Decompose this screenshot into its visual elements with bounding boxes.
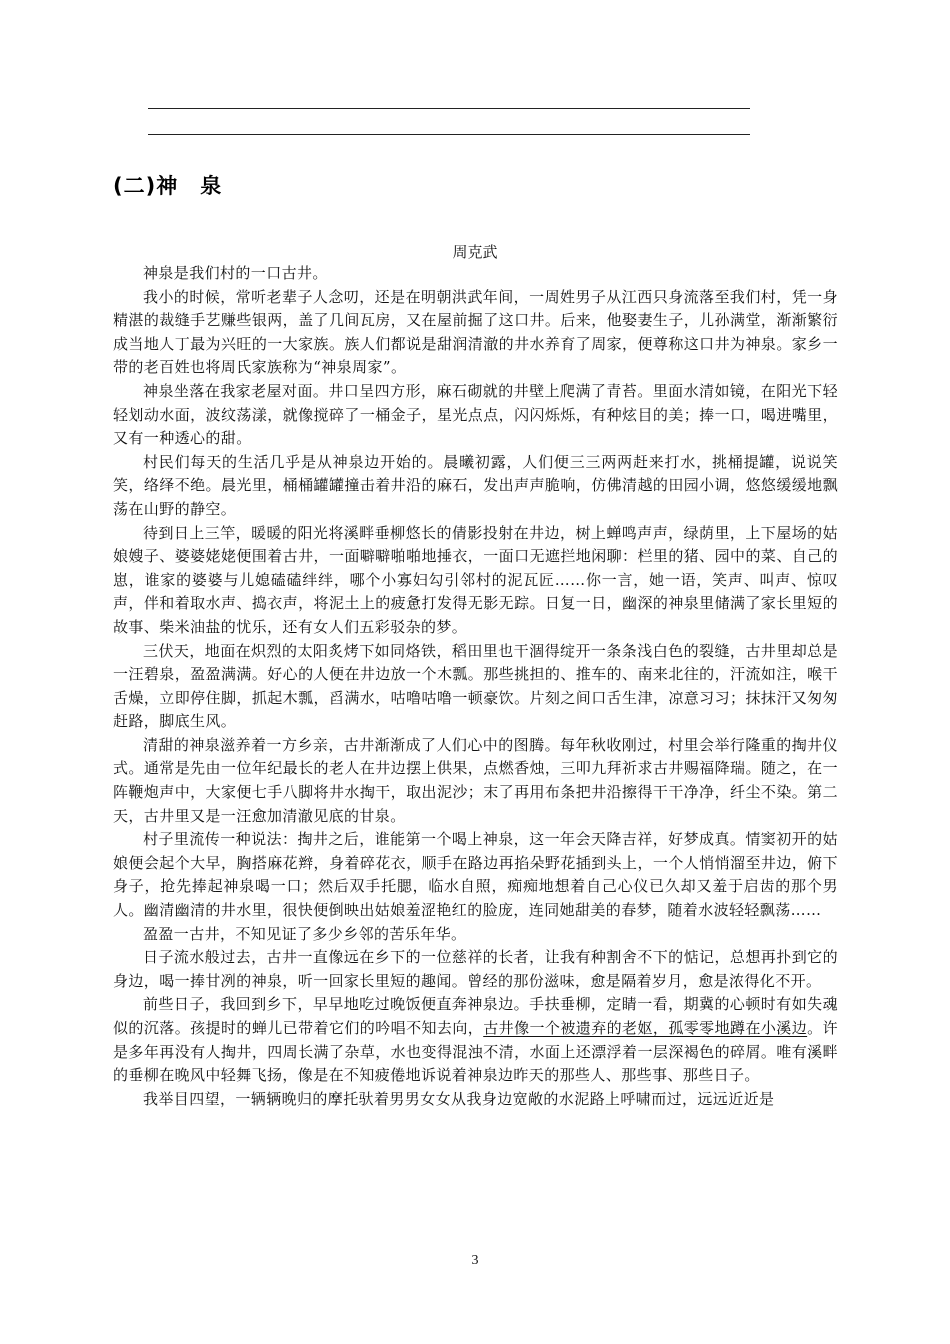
paragraph-6: 三伏天，地面在炽烈的太阳炙烤下如同烙铁，稻田里也干涸得绽开一条条浅白色的裂缝，古井里却总是一汪碧泉，盈盈满满。好心的人便在井边放一个木瓢。那些挑担的、推车的、南来北往的，汗流如注，喉干舌燥，立即停住脚，抓起木瓢，舀满水，咕噜咕噜一顿豪饮。片刻之间口舌生津，凉意习习；抹抹汗又匆匆赶路，脚底生风。 (113, 641, 838, 731)
answer-line-2 (148, 134, 750, 135)
underlined-sentence: 古井像一个被遗弃的老妪，孤零零地蹲在小溪边 (483, 1019, 808, 1037)
paragraph-10: 日子流水般过去，古井一直像远在乡下的一位慈祥的长者，让我有种割舍不下的惦记，总想再扑到它的身边，喝一捧甘冽的神泉，听一回家长里短的趣闻。曾经的那份滋味，愈是隔着岁月，愈是浓得化不开。 (113, 948, 838, 990)
paragraph-7: 清甜的神泉滋养着一方乡亲，古井渐渐成了人们心中的图腾。每年秋收刚过，村里会举行隆重的掏井仪式。通常是先由一位年纪最长的老人在井边摆上供果，点燃香烛，三叩九拜祈求古井赐福降瑞。随之，在一阵鞭炮声中，大家便七手八脚将井水掏干，取出泥沙；末了再用布条把井沿擦得干干净净，纤尘不染。第二天，古井里又是一汪愈加清澈见底的甘泉。 (113, 735, 838, 825)
paragraph-3: 神泉坐落在我家老屋对面。井口呈四方形，麻石砌就的井壁上爬满了青苔。里面水清如镜，在阳光下轻轻划动水面，波纹荡漾，就像搅碎了一桶金子，星光点点，闪闪烁烁，有种炫目的美；捧一口，喝进嘴里，又有一种透心的甜。 (113, 381, 838, 448)
answer-line-1 (148, 108, 750, 109)
paragraph-11 (113, 993, 838, 1087)
article-body (113, 262, 838, 1111)
paragraph-11-text-before: 前些日子，我回到乡下，早早地吃过晚饭便直奔神泉边。手扶垂柳，定睛一看，期冀的心顿时有如失魂似的沉落。孩提时的蝉儿已带着它们的吟唱不知去向， (113, 995, 838, 1037)
paragraph-8: 村子里流传一种说法：掏井之后，谁能第一个喝上神泉，这一年会天降吉祥，好梦成真。情窦初开的姑娘便会起个大早，胸搭麻花辫，身着碎花衣，顺手在路边再掐朵野花插到头上，一个人悄悄溜至井边，俯下身子，抢先捧起神泉喝一口；然后双手托腮，临水自照，痴痴地想着自己心仪已久却又羞于启齿的那个男人。幽清幽清的井水里，很快便倒映出姑娘羞涩艳红的脸庞，连同她甜美的春梦，随着水波轻轻飘荡…… (113, 830, 838, 920)
paragraph-11-text-after: 。许是多年再没有人掏井，四周长满了杂草，水也变得混浊不清，水面上还漂浮着一层深褐色的碎屑。唯有溪畔的垂柳在晚风中轻舞飞扬，像是在不知疲倦地诉说着神泉边昨天的那些人、那些事、那些日子。 (113, 1019, 838, 1085)
section-title: (二)神 泉 (113, 174, 223, 198)
paragraph-12: 我举目四望，一辆辆晚归的摩托驮着男男女女从我身边宽敞的水泥路上呼啸而过，远远近近是 (143, 1089, 775, 1108)
paragraph-1: 神泉是我们村的一口古井。 (143, 264, 328, 282)
paragraph-4: 村民们每天的生活几乎是从神泉边开始的。晨曦初露，人们便三三两两赶来打水，挑桶提罐，说说笑笑，络绎不绝。晨光里，桶桶罐罐撞击着井沿的麻石，发出声声脆响，仿佛清越的田园小调，悠悠缓缓地飘荡在山野的静空。 (113, 452, 838, 518)
author-name: 周克武 (452, 243, 498, 261)
paragraph-5: 待到日上三竿，暖暖的阳光将溪畔垂柳悠长的倩影投射在井边，树上蝉鸣声声，绿荫里，上下屋场的姑娘嫂子、婆婆姥姥便围着古井，一面噼噼啪啪地捶衣，一面口无遮拦地闲聊：栏里的猪、园中的菜、自己的崽，谁家的婆婆与儿媳磕磕绊绊，哪个小寡妇勾引邻村的泥瓦匠……你一言，她一语，笑声、叫声、惊叹声，伴和着取水声、捣衣声，将泥土上的疲惫打发得无影无踪。日复一日，幽深的神泉里储满了家长里短的故事、柴米油盐的忧乐，还有女人们五彩驳杂的梦。 (113, 523, 838, 636)
paragraph-9: 盈盈一古井，不知见证了多少乡邻的苦乐年华。 (143, 924, 467, 943)
paragraph-2: 我小的时候，常听老辈子人念叨，还是在明朝洪武年间，一周姓男子从江西只身流落至我们村，凭一身精湛的裁缝手艺赚些银两，盖了几间瓦房，又在屋前掘了这口井。后来，他娶妻生子，儿孙满堂，渐渐繁衍成当地人丁最为兴旺的一大家族。族人们都说是甜润清澈的井水养育了周家，便尊称这口井为神泉。家乡一带的老百姓也将周氏家族称为“神泉周家”。 (113, 287, 838, 377)
page-number: 3 (471, 1253, 479, 1268)
